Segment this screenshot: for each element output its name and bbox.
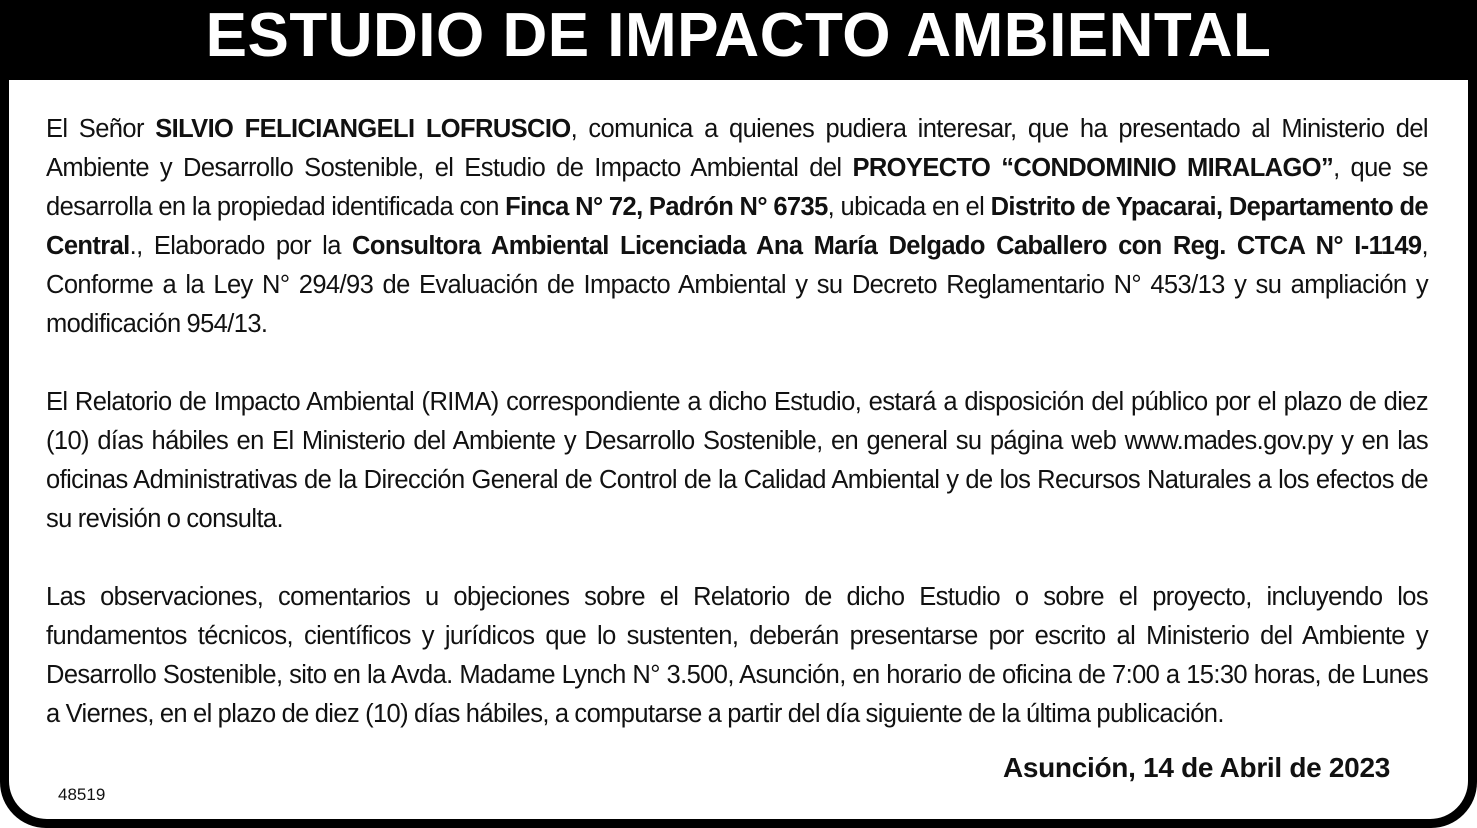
p1-bold-district: Distrito de Ypacarai, Departamento de Central [46, 193, 1428, 260]
p1-text-1: El Señor [46, 115, 156, 143]
p1-text-6: , Conforme a la Ley N° 294/93 de Evaluación de Impacto Ambiental y su Decreto Reglamentario N° 453/13 y su ampliación y modificación 954/13. [46, 232, 1429, 338]
p1-bold-consultant: Consultora Ambiental Licenciada Ana María Delgado Caballero con Reg. CTCA N° I-1149 [352, 232, 1422, 260]
p1-text-5: ., Elaborado por la [129, 232, 353, 260]
p1-bold-project: PROYECTO “CONDOMINIO MIRALAGO” [852, 154, 1334, 182]
paragraph-1 [46, 110, 1428, 344]
p1-bold-name: SILVIO FELICIANGELI LOFRUSCIO [155, 115, 571, 143]
notice-body [9, 80, 1468, 819]
notice-date: Asunción, 14 de Abril de 2023 [1002, 752, 1390, 783]
notice-title: ESTUDIO DE IMPACTO AMBIENTAL [205, 1, 1272, 70]
p1-text-4: , ubicada en el [827, 193, 991, 221]
paragraph-3: Las observaciones, comentarios u objeciones sobre el Relatorio de dicho Estudio o sobre el proyecto, incluyendo los fundamentos técnicos, científicos y jurídicos que lo sustenten, deberán presentarse por escrito al Ministerio del Ambiente y Desarrollo Sostenible, sito en la Avda. Madame Lynch N° 3.500, Asunción, en horario de oficina de 7:00 a 15:30 horas, de Lunes a Viernes, en el plazo de diez (10) días hábiles, a computarse a partir del día siguiente de la última publicación. [46, 583, 1428, 728]
p1-text-2: , comunica a quienes pudiera interesar, que ha presentado al Ministerio del Ambiente y Desarrollo Sostenible, el Estudio de Impacto Ambiental del [46, 115, 1428, 182]
notice-code: 48519 [58, 785, 106, 804]
paragraph-2: El Relatorio de Impacto Ambiental (RIMA) correspondiente a dicho Estudio, estará a disposición del público por el plazo de diez (10) días hábiles en El Ministerio del Ambiente y Desarrollo Sostenible, en general su página web www.mades.gov.py y en las oficinas Administrativas de la Dirección General de Control de la Calidad Ambiental y de los Recursos Naturales a los efectos de su revisión o consulta. [46, 388, 1428, 533]
p1-text-3: , que se desarrolla en la propiedad identificada con [46, 154, 1428, 221]
p1-bold-finca: Finca N° 72, Padrón N° 6735 [505, 193, 828, 221]
notice-text [46, 110, 1428, 734]
